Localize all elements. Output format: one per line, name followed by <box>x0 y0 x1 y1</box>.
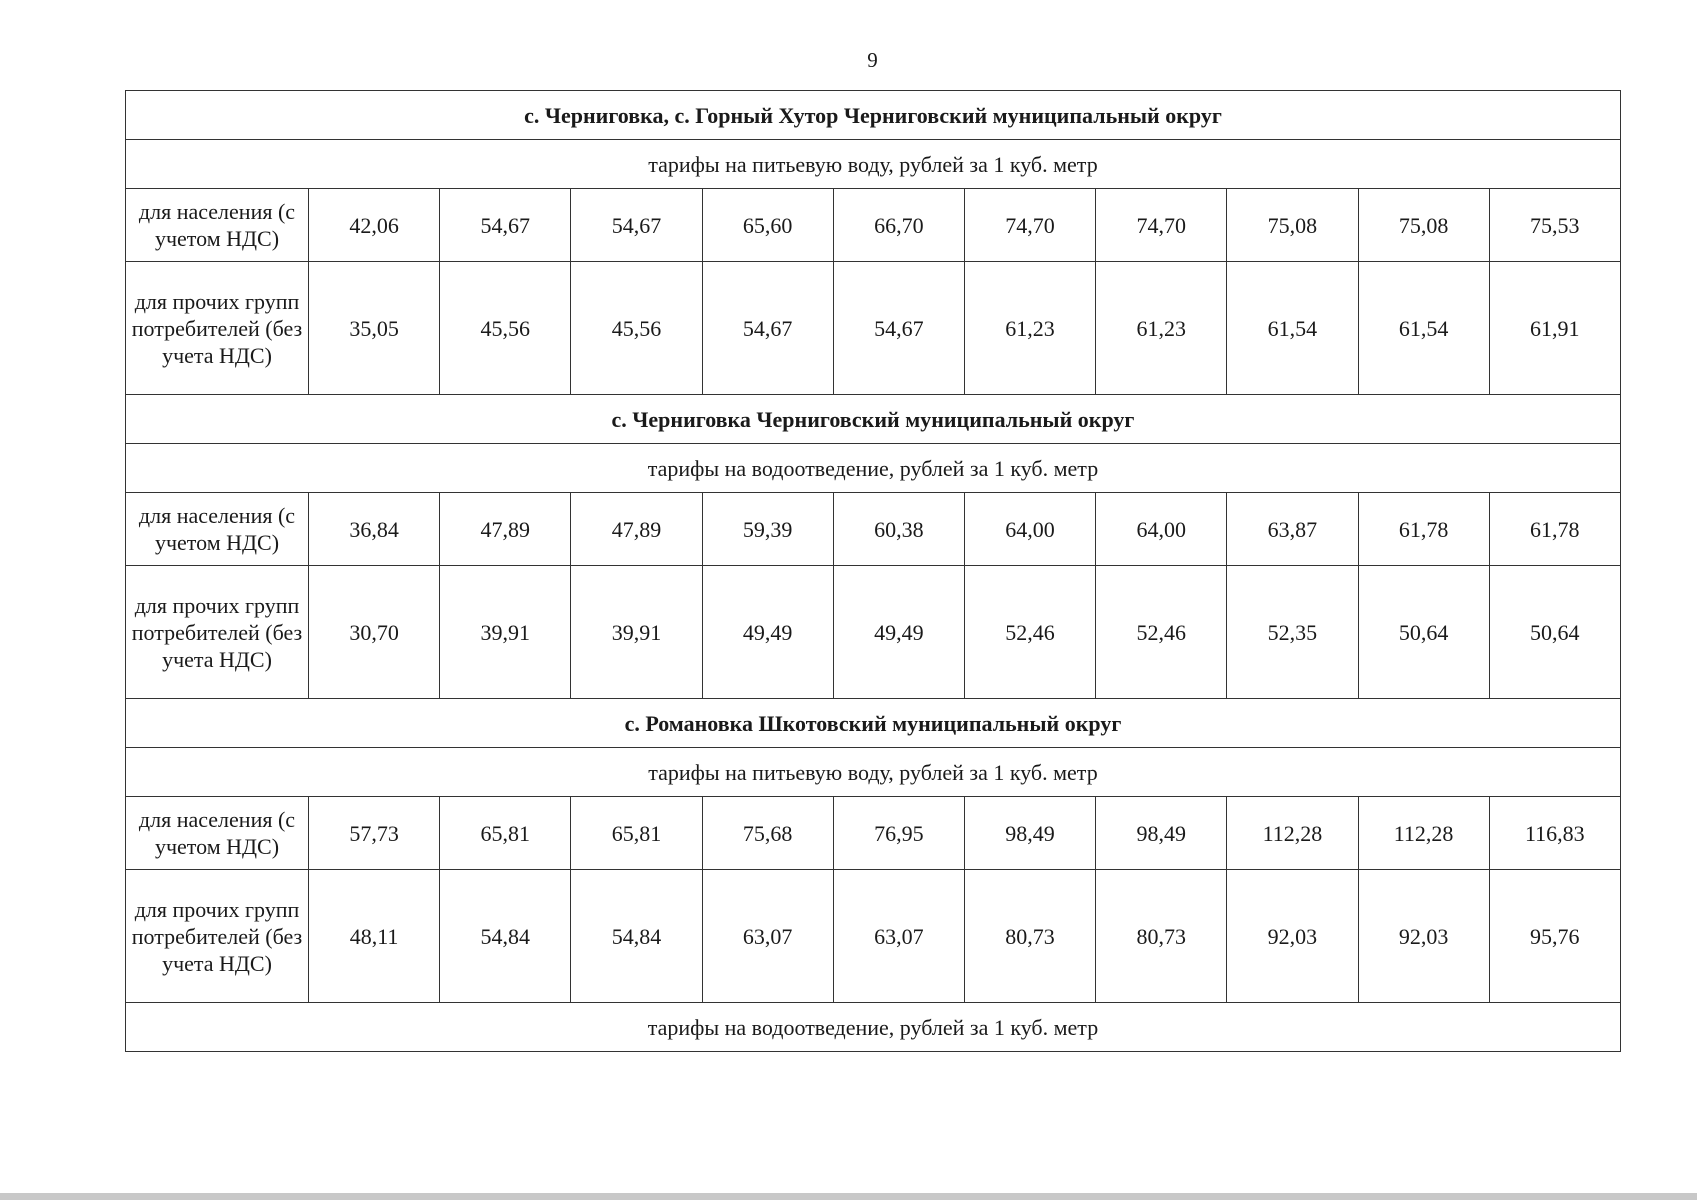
tariff-value-cell: 112,28 <box>1358 797 1489 870</box>
consumer-group-label: для прочих групп потребителей (без учета НДС) <box>126 566 309 699</box>
tariff-type-label: тарифы на питьевую воду, рублей за 1 куб. метр <box>126 748 1621 797</box>
tariff-value-cell: 42,06 <box>309 189 440 262</box>
page-number: 9 <box>867 48 878 72</box>
tariff-value-cell: 61,78 <box>1489 493 1620 566</box>
tariff-value-cell: 65,60 <box>702 189 833 262</box>
tariff-value-cell: 50,64 <box>1489 566 1620 699</box>
tariff-value-cell: 98,49 <box>964 797 1095 870</box>
table-row <box>126 189 1621 262</box>
tariff-value-cell: 63,07 <box>702 870 833 1003</box>
tariff-value-cell: 75,68 <box>702 797 833 870</box>
tariff-value-cell: 92,03 <box>1227 870 1358 1003</box>
tariff-value-cell: 65,81 <box>571 797 702 870</box>
tariff-value-cell: 54,67 <box>833 262 964 395</box>
tariff-value-cell: 61,91 <box>1489 262 1620 395</box>
table-row <box>126 566 1621 699</box>
tariff-value-cell: 61,23 <box>1096 262 1227 395</box>
tariff-type-row <box>126 1003 1621 1052</box>
section-title: с. Черниговка Черниговский муниципальный округ <box>126 395 1621 444</box>
tariff-value-cell: 65,81 <box>440 797 571 870</box>
tariff-value-cell: 64,00 <box>964 493 1095 566</box>
consumer-group-label: для населения (с учетом НДС) <box>126 797 309 870</box>
tariff-value-cell: 75,08 <box>1358 189 1489 262</box>
tariff-value-cell: 64,00 <box>1096 493 1227 566</box>
table-row <box>126 797 1621 870</box>
tariff-value-cell: 60,38 <box>833 493 964 566</box>
tariff-value-cell: 54,67 <box>571 189 702 262</box>
tariff-value-cell: 63,07 <box>833 870 964 1003</box>
table-row <box>126 870 1621 1003</box>
tariff-type-label: тарифы на водоотведение, рублей за 1 куб. метр <box>126 1003 1621 1052</box>
tariff-value-cell: 61,78 <box>1358 493 1489 566</box>
tariff-value-cell: 75,53 <box>1489 189 1620 262</box>
scan-edge-band <box>0 1193 1697 1200</box>
tariff-value-cell: 54,84 <box>440 870 571 1003</box>
tariff-value-cell: 35,05 <box>309 262 440 395</box>
tariff-type-row <box>126 444 1621 493</box>
tariff-type-row <box>126 140 1621 189</box>
consumer-group-label: для населения (с учетом НДС) <box>126 493 309 566</box>
tariff-value-cell: 63,87 <box>1227 493 1358 566</box>
tariff-value-cell: 95,76 <box>1489 870 1620 1003</box>
tariff-value-cell: 112,28 <box>1227 797 1358 870</box>
tariff-value-cell: 98,49 <box>1096 797 1227 870</box>
section-title-row <box>126 395 1621 444</box>
consumer-group-label: для прочих групп потребителей (без учета НДС) <box>126 262 309 395</box>
tariff-value-cell: 52,46 <box>1096 566 1227 699</box>
tariff-value-cell: 59,39 <box>702 493 833 566</box>
tariff-type-label: тарифы на водоотведение, рублей за 1 куб. метр <box>126 444 1621 493</box>
tariff-value-cell: 52,46 <box>964 566 1095 699</box>
tariff-type-label: тарифы на питьевую воду, рублей за 1 куб. метр <box>126 140 1621 189</box>
tariff-value-cell: 49,49 <box>833 566 964 699</box>
tariff-value-cell: 49,49 <box>702 566 833 699</box>
section-title-row <box>126 699 1621 748</box>
section-title: с. Черниговка, с. Горный Хутор Черниговский муниципальный округ <box>126 91 1621 140</box>
section-title-row <box>126 91 1621 140</box>
tariff-value-cell: 47,89 <box>571 493 702 566</box>
tariff-value-cell: 80,73 <box>964 870 1095 1003</box>
tariff-value-cell: 54,67 <box>440 189 571 262</box>
tariff-value-cell: 45,56 <box>440 262 571 395</box>
tariff-value-cell: 52,35 <box>1227 566 1358 699</box>
table-row <box>126 493 1621 566</box>
tariff-value-cell: 45,56 <box>571 262 702 395</box>
tariff-value-cell: 74,70 <box>964 189 1095 262</box>
tariff-table <box>125 90 1621 1052</box>
tariff-value-cell: 76,95 <box>833 797 964 870</box>
tariff-value-cell: 48,11 <box>309 870 440 1003</box>
tariff-value-cell: 57,73 <box>309 797 440 870</box>
consumer-group-label: для населения (с учетом НДС) <box>126 189 309 262</box>
section-title: с. Романовка Шкотовский муниципальный округ <box>126 699 1621 748</box>
tariff-value-cell: 54,67 <box>702 262 833 395</box>
tariff-value-cell: 74,70 <box>1096 189 1227 262</box>
tariff-value-cell: 92,03 <box>1358 870 1489 1003</box>
tariff-value-cell: 66,70 <box>833 189 964 262</box>
tariff-value-cell: 39,91 <box>440 566 571 699</box>
tariff-value-cell: 61,54 <box>1358 262 1489 395</box>
tariff-value-cell: 80,73 <box>1096 870 1227 1003</box>
tariff-value-cell: 47,89 <box>440 493 571 566</box>
tariff-value-cell: 30,70 <box>309 566 440 699</box>
tariff-value-cell: 75,08 <box>1227 189 1358 262</box>
consumer-group-label: для прочих групп потребителей (без учета НДС) <box>126 870 309 1003</box>
tariff-value-cell: 36,84 <box>309 493 440 566</box>
tariff-value-cell: 50,64 <box>1358 566 1489 699</box>
tariff-value-cell: 61,23 <box>964 262 1095 395</box>
tariff-type-row <box>126 748 1621 797</box>
tariff-value-cell: 39,91 <box>571 566 702 699</box>
tariff-value-cell: 116,83 <box>1489 797 1620 870</box>
tariff-value-cell: 54,84 <box>571 870 702 1003</box>
table-row <box>126 262 1621 395</box>
tariff-value-cell: 61,54 <box>1227 262 1358 395</box>
